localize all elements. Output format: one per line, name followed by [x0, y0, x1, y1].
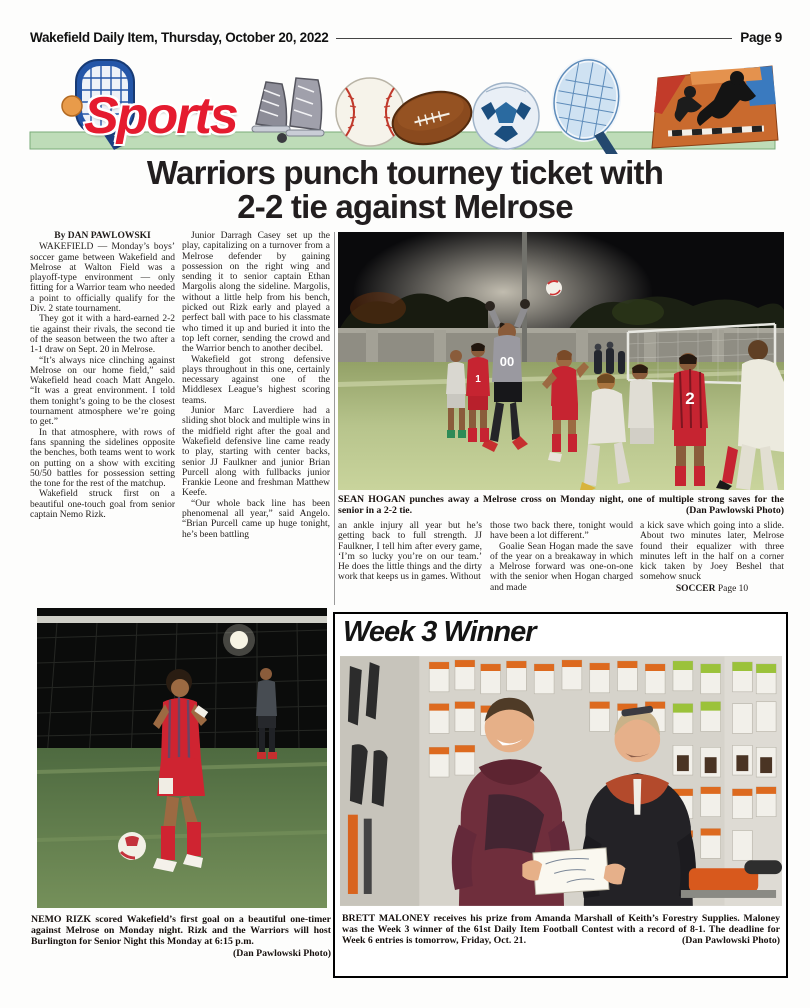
paragraph: a kick save which going into a slide. About two minutes later, Melrose found their equalizer with three minutes left in the half on a corner kick taken by Joey Beshel that somehow snuck	[640, 521, 784, 583]
soccer-ball-icon	[473, 83, 539, 149]
paragraph: WAKEFIELD — Monday’s boys’ soccer game between Wakefield and Melrose at Walton Field was a playoff-type environment — only fitting for a Warrior team who needed a point to officially qualify for the Div. 2 state tournament.	[30, 242, 175, 315]
paragraph: They got it with a hard-earned 2-2 tie against their rivals, the second tie of the season between the two after a 1-1 draw on Sept. 20 in Melrose.	[30, 314, 175, 356]
paragraph: Goalie Sean Hogan made the save of the year on a breakaway in which a Melrose forward was one-on-one with the senior when Hogan charged and made	[490, 541, 633, 593]
main-photo-caption	[338, 494, 784, 516]
headline-line1: Warriors punch tourney ticket with	[146, 154, 664, 191]
paragraph: “It’s always nice clinching against Melrose on our home field,” said Wakefield head coach Matt Angelo. “It was a great environment. I told them tonight’s going to be the closest tournament atmosphere we’re going to get.”	[30, 355, 175, 428]
photo-credit: (Dan Pawlowski Photo)	[686, 505, 784, 517]
article-column-2	[182, 231, 330, 540]
jump-page: Page 10	[715, 583, 749, 594]
paragraph: Junior Marc Laverdiere had a sliding shot block and multiple wins in the midfield right after the goal and Wakefield defensive line came ready to play, starting with center backs, senior JJ Faulkner and junior Brian Purcell along with fullbacks junior Frankie Leone and freshman Matthew Keefe.	[182, 406, 330, 499]
baseball-icon	[336, 78, 404, 146]
jump-line	[640, 584, 784, 594]
hurdlers-icon	[652, 66, 778, 148]
svg-text:00: 00	[499, 354, 515, 369]
masthead	[30, 30, 782, 45]
paragraph: Wakefield got strong defensive plays throughout in this one, certainly necessary against one of the Middlesex League’s highest scoring teams.	[182, 354, 330, 406]
nemo-photo-caption	[31, 914, 331, 959]
photo-credit: (Dan Pawlowski Photo)	[233, 947, 331, 959]
paragraph: those two back there, tonight would have been a lot different.”	[490, 521, 633, 542]
svg-text:2: 2	[685, 389, 695, 408]
week3-caption	[342, 913, 780, 947]
byline: By DAN PAWLOWSKI	[54, 231, 151, 241]
main-soccer-photo	[338, 232, 784, 490]
article-column-5	[640, 521, 784, 594]
article-column-3	[338, 521, 482, 583]
caption-text: SEAN HOGAN punches away a Melrose cross on Monday night, one of multiple strong saves for the senior in a 2-2 tie.	[338, 494, 784, 517]
caption-text: BRETT MALONEY receives his prize from Amanda Marshall of Keith’s Forestry Supplies. Maloney was the Week 3 winner of the 61st Daily Item Football Contest with a record of 8-1. The deadline for Week 6 entries is tomorrow, Friday, Oct. 21.	[342, 913, 780, 947]
sports-section-title: Sports	[84, 87, 237, 145]
paragraph: In that atmosphere, with rows of fans spanning the sidelines opposite the benches, both teams went to work on putting on a show with exciting 50/50 battles for possession setting the tone for the rest of the matchup.	[30, 427, 175, 490]
article-column-4	[490, 521, 633, 593]
paragraph: Junior Darragh Casey set up the play, capitalizing on a turnover from a Melrose defender by gaining possession on the right wing and sending it to senior captain Ethan Margolis along the sideline. Margolis, without a little help from his bench, picked out Rizk early and played a perfect ball with pace to his classmate who timed it up and buried it into the top left corner, sending the crowd and the Warrior bench to another decibel.	[182, 231, 330, 355]
photo-credit: (Dan Pawlowski Photo)	[682, 935, 780, 947]
jump-slug: SOCCER	[675, 583, 716, 594]
masthead-date: Wakefield Daily Item, Thursday, October 20, 2022	[30, 30, 329, 45]
caption-text: NEMO RIZK scored Wakefield’s first goal on a beautiful one-timer against Melrose on Monday night. Rizk and the Warriors will host Burlington for Senior Night this Monday at 6:15 p.m.	[31, 914, 331, 948]
week3-heading: Week 3 Winner	[343, 616, 536, 648]
column-rule	[334, 232, 335, 605]
page-number: Page 9	[740, 30, 782, 45]
week3-winner-box	[333, 612, 788, 978]
paragraph: “Our whole back line has been phenomenal all year,” said Angelo. “Brian Purcell came up huge tonight, he’s been battling	[182, 498, 330, 540]
headline-line2: 2-2 tie against Melrose	[237, 188, 573, 225]
paragraph: an ankle injury all year but he’s getting back to full strength. JJ Faulkner, I tell him after every game, ‘I’m so lucky you’re on our team.’ He does the little things and the dirty work that keeps us in games. Without	[338, 521, 482, 583]
article-column-1	[30, 231, 175, 520]
svg-text:1: 1	[475, 374, 481, 385]
week3-winner-photo	[340, 655, 782, 907]
paragraph: Wakefield struck first on a beautiful one-touch goal from senior captain Nemo Rizk.	[30, 489, 175, 521]
headline	[30, 156, 780, 224]
masthead-rule	[336, 38, 732, 39]
nemo-rizk-photo	[37, 608, 327, 908]
